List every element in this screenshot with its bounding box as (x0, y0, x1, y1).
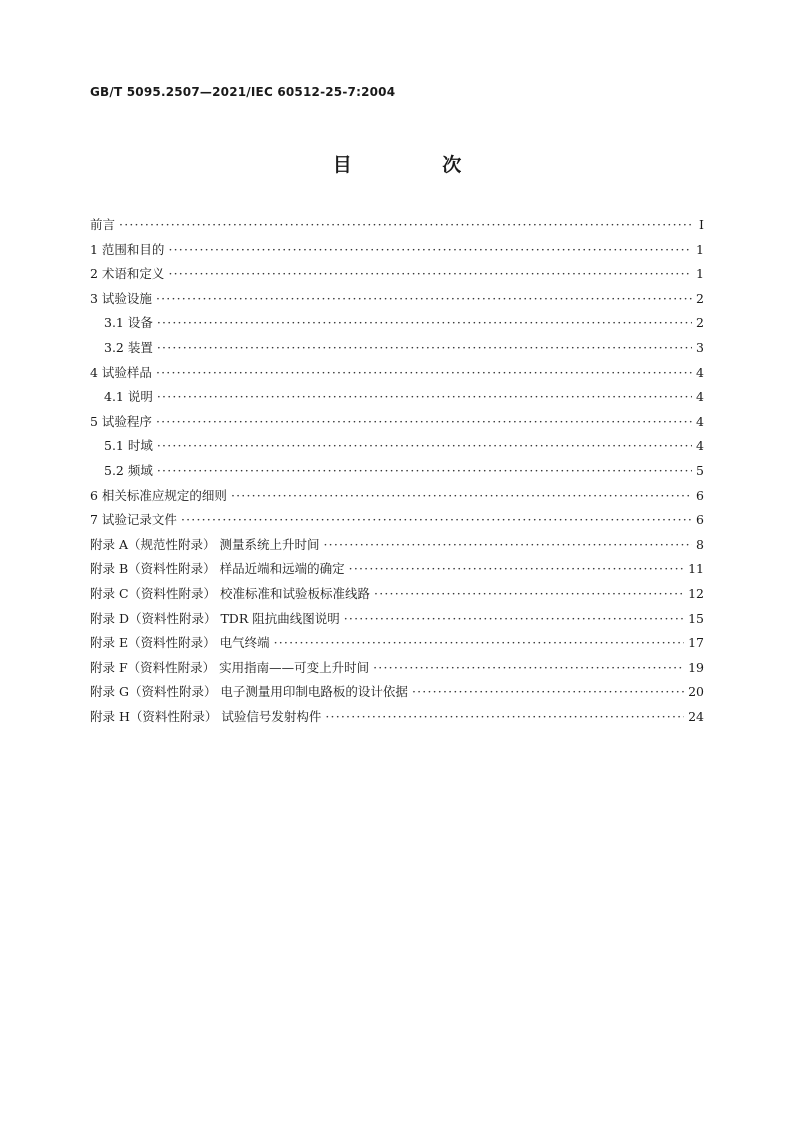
toc-entry-page: 8 (696, 536, 704, 552)
toc-dot-leader (325, 709, 684, 724)
toc-dot-leader (119, 217, 692, 232)
toc-entry-label: 4 试验样品 (90, 364, 152, 380)
toc-dot-leader (157, 315, 692, 330)
toc-entry-label: 5 试验程序 (90, 413, 152, 429)
toc-entry-page: 17 (688, 635, 704, 651)
toc-entry-page: 1 (696, 266, 704, 282)
toc-entry[interactable] (90, 338, 704, 363)
toc-dot-leader (157, 340, 692, 355)
toc-entry-page: 19 (688, 659, 704, 675)
toc-entry-label: 5.1 时域 (104, 438, 153, 454)
toc-entry-page: 15 (688, 610, 704, 626)
toc-dot-leader (374, 586, 684, 601)
toc-entry[interactable] (90, 559, 704, 584)
toc-entry[interactable] (90, 387, 704, 412)
toc-entry-page: Ⅰ (699, 217, 704, 232)
toc-entry[interactable] (90, 313, 704, 338)
toc-dot-leader (168, 266, 692, 281)
standard-code: GB/T 5095.2507—2021/IEC 60512-25-7:2004 (90, 85, 396, 99)
toc-entry-label: 附录 F（资料性附录） 实用指南——可变上升时间 (90, 659, 370, 675)
toc-entry-label: 前言 (90, 217, 116, 232)
toc-entry-label: 附录 A（规范性附录） 测量系统上升时间 (90, 536, 320, 552)
toc-entry-label: 6 相关标准应规定的细则 (90, 487, 227, 503)
toc-entry-page: 3 (696, 339, 704, 355)
toc-entry[interactable] (90, 264, 704, 289)
toc-dot-leader (274, 635, 685, 650)
toc-entry-label: 3 试验设施 (90, 290, 152, 306)
toc-entry-page: 1 (696, 241, 704, 257)
toc-dot-leader (157, 463, 692, 478)
toc-entry-label: 4.1 说明 (104, 389, 153, 405)
toc-entry-label: 附录 G（资料性附录） 电子测量用印制电路板的设计依据 (90, 684, 408, 700)
toc-dot-leader (373, 660, 684, 675)
toc-entry-label: 1 范围和目的 (90, 241, 165, 257)
document-header (90, 85, 395, 99)
toc-entry[interactable] (90, 240, 704, 265)
toc-dot-leader (156, 365, 692, 380)
toc-entry-page: 6 (696, 512, 704, 528)
toc-entry[interactable] (90, 289, 704, 314)
toc-entry-page: 4 (696, 389, 704, 405)
toc-entry-page: 2 (696, 315, 704, 331)
toc-dot-leader (323, 537, 692, 552)
toc-entry[interactable] (90, 510, 704, 535)
toc-entry-label: 3.2 装置 (104, 339, 153, 355)
toc-dot-leader (157, 438, 692, 453)
toc-entry[interactable] (90, 682, 704, 707)
toc-entry-label: 附录 C（资料性附录） 校准标准和试验板标准线路 (90, 585, 371, 601)
toc-entry-page: 2 (696, 290, 704, 306)
toc-entry[interactable] (90, 436, 704, 461)
page-title: 目 次 (332, 154, 504, 176)
toc-entry-label: 7 试验记录文件 (90, 512, 177, 528)
toc-entry-label: 2 术语和定义 (90, 266, 165, 282)
toc-entry-label: 3.1 设备 (104, 315, 153, 331)
toc-dot-leader (157, 389, 692, 404)
toc-entry[interactable] (90, 707, 704, 732)
toc-dot-leader (156, 291, 692, 306)
toc-dot-leader (181, 512, 692, 527)
toc-dot-leader (156, 414, 692, 429)
toc-entry-page: 4 (696, 438, 704, 454)
toc-entry[interactable] (90, 633, 704, 658)
toc-entry[interactable] (90, 363, 704, 388)
toc-entry-page: 4 (696, 364, 704, 380)
toc-entry[interactable] (90, 461, 704, 486)
table-of-contents (90, 215, 704, 731)
toc-entry[interactable] (90, 215, 704, 240)
toc-entry[interactable] (90, 412, 704, 437)
toc-entry-label: 附录 E（资料性附录） 电气终端 (90, 635, 270, 651)
toc-dot-leader (231, 488, 692, 503)
toc-entry[interactable] (90, 486, 704, 511)
toc-entry-page: 12 (688, 585, 704, 601)
toc-entry-page: 6 (696, 487, 704, 503)
toc-entry-page: 4 (696, 413, 704, 429)
toc-dot-leader (349, 561, 684, 576)
toc-entry-page: 24 (688, 708, 704, 724)
toc-entry-page: 20 (688, 684, 704, 700)
toc-entry[interactable] (90, 609, 704, 634)
toc-entry-label: 附录 H（资料性附录） 试验信号发射构件 (90, 708, 322, 724)
toc-entry-page: 11 (688, 561, 704, 577)
toc-entry[interactable] (90, 658, 704, 683)
toc-entry[interactable] (90, 584, 704, 609)
toc-entry[interactable] (90, 535, 704, 560)
toc-entry-label: 附录 D（资料性附录） TDR 阻抗曲线图说明 (90, 610, 340, 626)
toc-entry-label: 5.2 频域 (104, 462, 153, 478)
toc-dot-leader (344, 611, 684, 626)
toc-dot-leader (168, 242, 692, 257)
toc-dot-leader (412, 684, 684, 699)
toc-entry-page: 5 (696, 462, 704, 478)
toc-entry-label: 附录 B（资料性附录） 样品近端和远端的确定 (90, 561, 345, 577)
